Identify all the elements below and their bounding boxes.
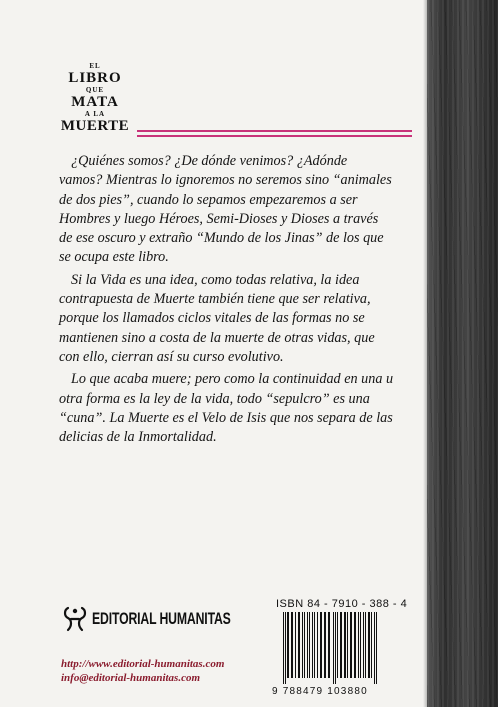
blurb-paragraph-3: Lo que acaba muere; pero como la continuidad en una u otra forma es la ley de la vida, todo “sepulcro” es una “cuna”. La Muerte es el Velo de Isis que nos separa de las delicias de la Inmortalidad. bbox=[59, 371, 394, 446]
blurb-paragraph-2: Si la Vida es una idea, como todas relativa, la idea contrapuesta de Muerte también tiene que ser relativa, porque los llamados ciclos vitales de las formas no se mantienen sino a costa de la muerte de otras vidas, que con ello, cierran así su curso evolutivo. bbox=[59, 271, 375, 365]
title-line-a-la: A LA bbox=[84, 110, 106, 118]
title-line-mata: MATA bbox=[71, 94, 119, 110]
publisher-email-link[interactable]: info@editorial-humanitas.com bbox=[61, 672, 201, 684]
title-line-libro: LIBRO bbox=[68, 70, 122, 86]
barcode-number: 9 788479 103880 bbox=[272, 686, 368, 697]
publisher-website-link[interactable]: http://www.editorial-humanitas.com bbox=[61, 658, 225, 670]
title-line-muerte: MUERTE bbox=[60, 118, 130, 134]
blurb-text bbox=[59, 152, 394, 450]
publisher-name: EDITORIAL HUMANITAS bbox=[92, 609, 231, 628]
title-line-que: QUE bbox=[85, 86, 105, 94]
title-line-el: EL bbox=[89, 62, 101, 70]
barcode bbox=[281, 612, 409, 684]
accent-rule-bottom bbox=[137, 135, 412, 137]
blurb-paragraph-1: ¿Quiénes somos? ¿De dónde venimos? ¿Adónde vamos? Mientras lo ignoremos no seremos sino “animales de dos pies”, cuando lo sepamos empezaremos a ser Hombres y luego Héroes, Semi-Dioses y Dioses a través de ese oscuro y extraño “Mundo de los Jinas” de los que se ocupa este libro. bbox=[59, 153, 392, 266]
publisher-logo-icon bbox=[62, 604, 88, 634]
accent-rule-top bbox=[137, 130, 412, 132]
book-spine bbox=[427, 0, 498, 707]
isbn-label: ISBN 84 - 7910 - 388 - 4 bbox=[276, 598, 408, 610]
book-title bbox=[60, 62, 130, 134]
